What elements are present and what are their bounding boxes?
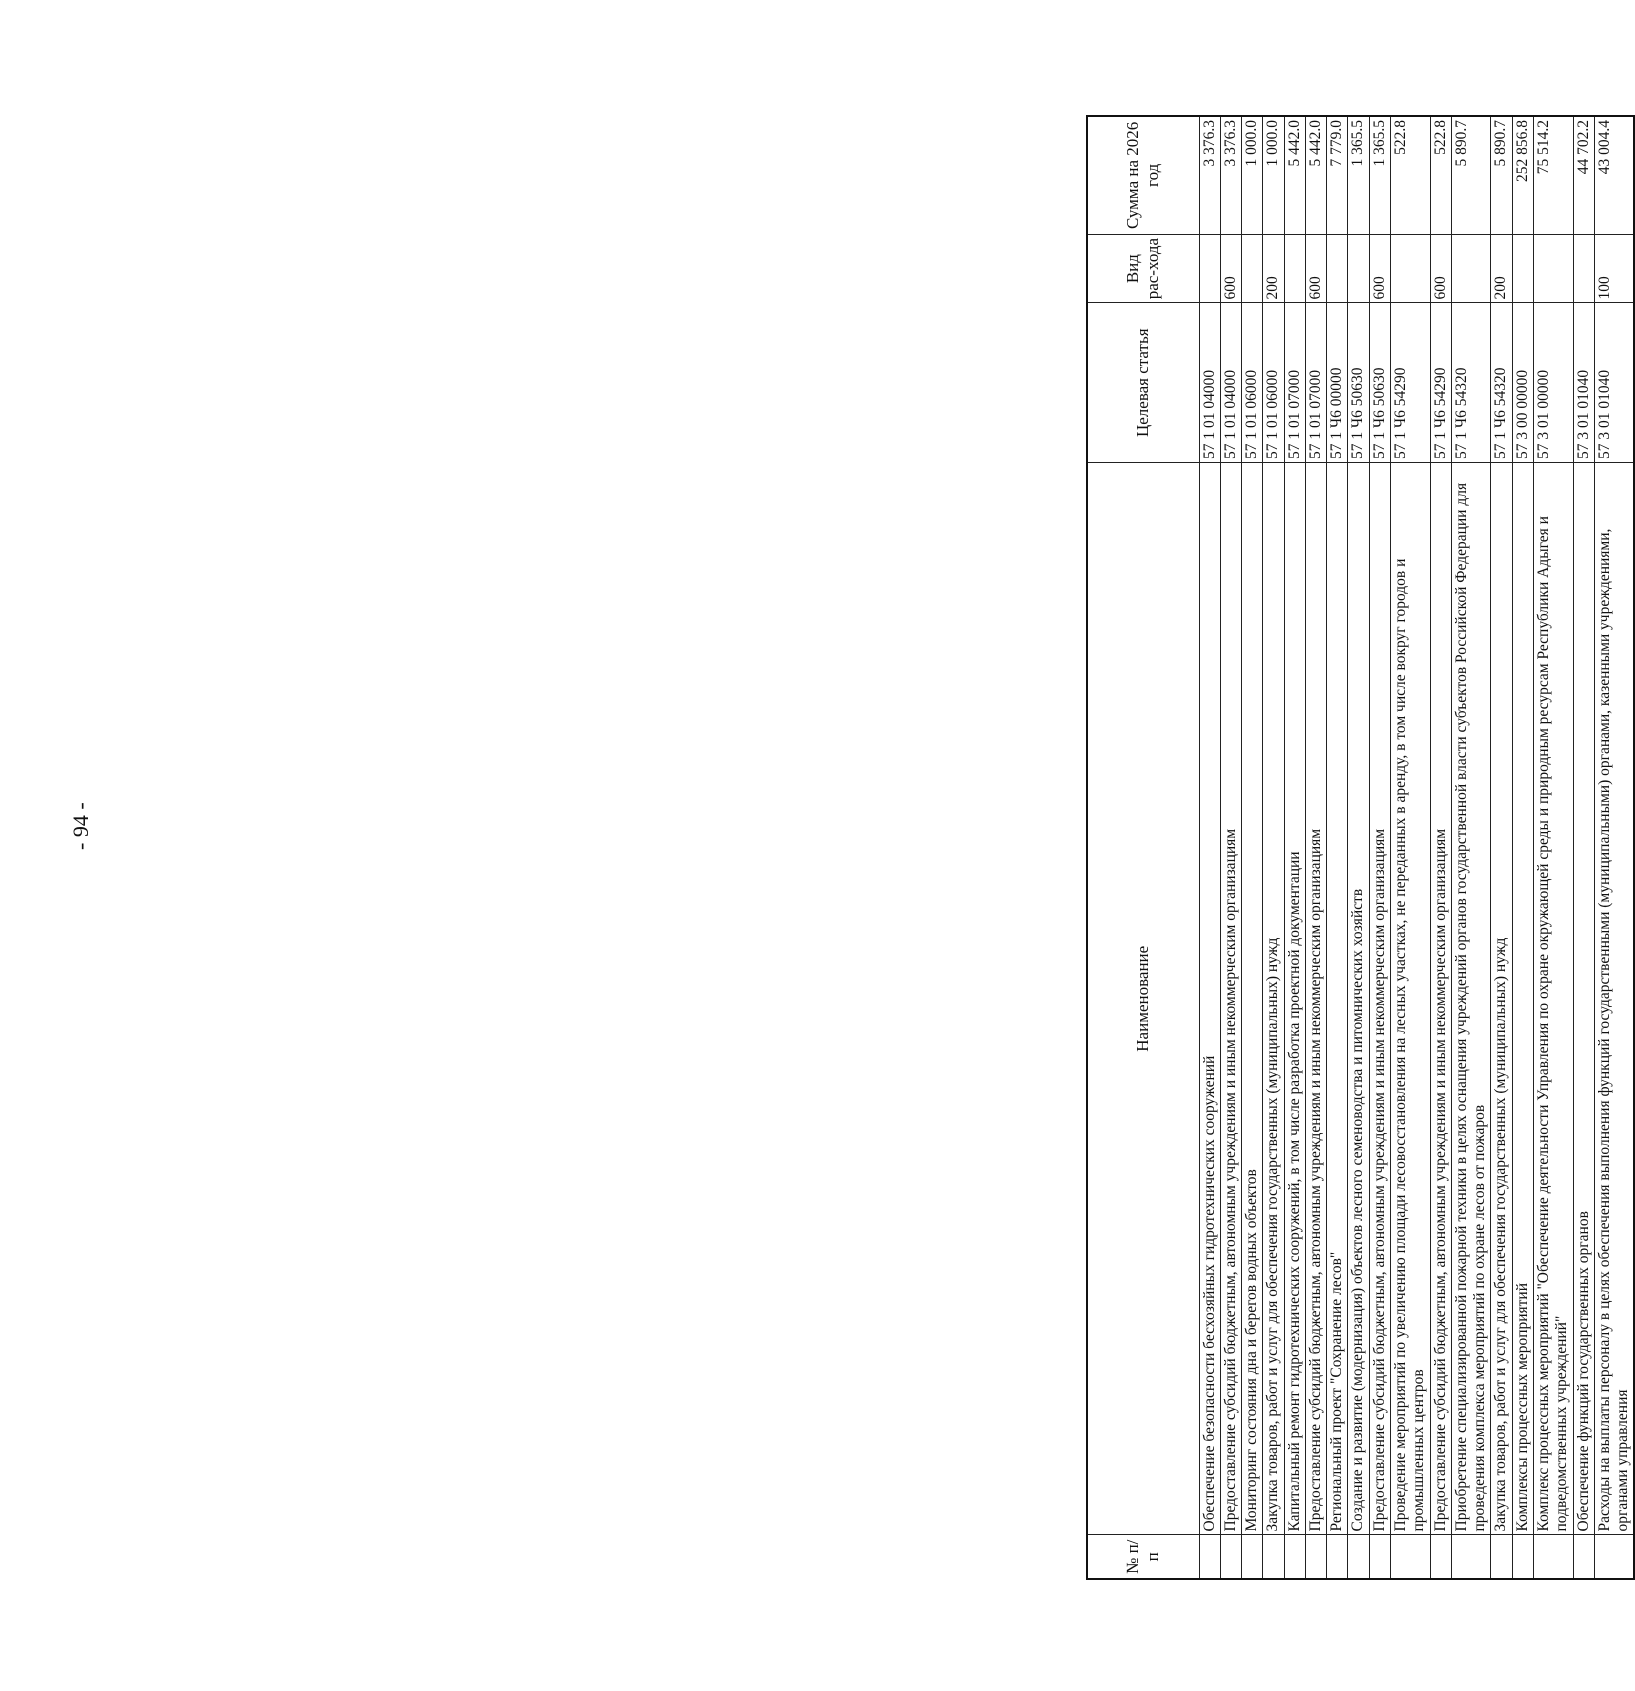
table-row <box>1594 116 1634 1579</box>
cell-name: Предоставление субсидий бюджетным, автономным учреждениям и иным некоммерческим организациям <box>1305 463 1326 1536</box>
table-row <box>1534 116 1574 1579</box>
cell-name: Капитальный ремонт гидротехнических сооружений, в том числе разработка проектной документации <box>1284 463 1305 1536</box>
cell-num <box>1220 1535 1241 1579</box>
cell-num <box>1512 1535 1533 1579</box>
cell-type: 600 <box>1369 234 1390 303</box>
cell-num <box>1491 1535 1512 1579</box>
table-row <box>1242 116 1263 1579</box>
cell-type <box>1573 234 1594 303</box>
table-row <box>1348 116 1369 1579</box>
table-row <box>1327 116 1348 1579</box>
table-row <box>1573 116 1594 1579</box>
header-type: Вид рас-хода <box>1087 234 1199 303</box>
cell-type <box>1534 234 1574 303</box>
table-row <box>1491 116 1512 1579</box>
table-row <box>1305 116 1326 1579</box>
cell-code: 57 3 00 00000 <box>1512 303 1533 463</box>
cell-num <box>1327 1535 1348 1579</box>
cell-name: Проведение мероприятий по увеличению площади лесовосстановления на лесных участках, не переданных в аренду, в том числе вокруг городов и промышленных центров <box>1391 463 1431 1536</box>
cell-sum: 5 442.0 <box>1305 116 1326 234</box>
cell-num <box>1284 1535 1305 1579</box>
cell-code: 57 1 Ч6 54320 <box>1491 303 1512 463</box>
table-row <box>1369 116 1390 1579</box>
cell-num <box>1534 1535 1574 1579</box>
cell-sum: 1 365.5 <box>1348 116 1369 234</box>
cell-sum: 43 004.4 <box>1594 116 1634 234</box>
page-number: - 94 - <box>68 802 93 850</box>
cell-num <box>1573 1535 1594 1579</box>
cell-sum: 5 890.7 <box>1451 116 1491 234</box>
table-row <box>1263 116 1284 1579</box>
cell-type <box>1512 234 1533 303</box>
cell-name: Комплексы процессных мероприятий <box>1512 463 1533 1536</box>
cell-name: Обеспечение безопасности бесхозяйных гидротехнических сооружений <box>1199 463 1220 1536</box>
cell-code: 57 1 01 04000 <box>1220 303 1241 463</box>
cell-type <box>1199 234 1220 303</box>
cell-name: Предоставление субсидий бюджетным, автономным учреждениям и иным некоммерческим организациям <box>1220 463 1241 1536</box>
cell-type <box>1327 234 1348 303</box>
table-header <box>1087 116 1199 1579</box>
cell-num <box>1263 1535 1284 1579</box>
cell-sum: 1 365.5 <box>1369 116 1390 234</box>
cell-num <box>1594 1535 1634 1579</box>
cell-name: Предоставление субсидий бюджетным, автономным учреждениям и иным некоммерческим организациям <box>1369 463 1390 1536</box>
cell-type: 200 <box>1491 234 1512 303</box>
cell-sum: 3 376.3 <box>1220 116 1241 234</box>
table-body <box>1199 116 1634 1579</box>
table-row <box>1430 116 1451 1579</box>
cell-sum: 1 000.0 <box>1263 116 1284 234</box>
cell-code: 57 3 01 00000 <box>1534 303 1574 463</box>
cell-code: 57 1 01 04000 <box>1199 303 1220 463</box>
cell-name: Мониторинг состояния дна и берегов водных объектов <box>1242 463 1263 1536</box>
cell-code: 57 1 Ч6 54320 <box>1451 303 1491 463</box>
table-row <box>1284 116 1305 1579</box>
cell-code: 57 3 01 01040 <box>1573 303 1594 463</box>
cell-code: 57 1 Ч6 50630 <box>1369 303 1390 463</box>
cell-num <box>1242 1535 1263 1579</box>
cell-type <box>1284 234 1305 303</box>
cell-sum: 44 702.2 <box>1573 116 1594 234</box>
table-row <box>1199 116 1220 1579</box>
cell-sum: 522.8 <box>1430 116 1451 234</box>
cell-type: 600 <box>1305 234 1326 303</box>
budget-table-container <box>1086 115 1635 1580</box>
table-row <box>1220 116 1241 1579</box>
cell-name: Обеспечение функций государственных органов <box>1573 463 1594 1536</box>
cell-code: 57 1 Ч6 50630 <box>1348 303 1369 463</box>
cell-sum: 252 856.8 <box>1512 116 1533 234</box>
cell-type <box>1451 234 1491 303</box>
table-row <box>1391 116 1431 1579</box>
cell-num <box>1369 1535 1390 1579</box>
cell-num <box>1430 1535 1451 1579</box>
header-sum: Сумма на 2026 год <box>1087 116 1199 234</box>
cell-sum: 3 376.3 <box>1199 116 1220 234</box>
cell-sum: 1 000.0 <box>1242 116 1263 234</box>
table-row <box>1512 116 1533 1579</box>
cell-sum: 522.8 <box>1391 116 1431 234</box>
header-code: Целевая статья <box>1087 303 1199 463</box>
cell-code: 57 1 01 06000 <box>1242 303 1263 463</box>
cell-type <box>1391 234 1431 303</box>
table-row <box>1451 116 1491 1579</box>
cell-name: Закупка товаров, работ и услуг для обеспечения государственных (муниципальных) нужд <box>1263 463 1284 1536</box>
cell-type: 200 <box>1263 234 1284 303</box>
header-num: № п/п <box>1087 1535 1199 1579</box>
cell-code: 57 1 Ч6 00000 <box>1327 303 1348 463</box>
cell-name: Создание и развитие (модернизация) объектов лесного семеноводства и питомнических хозяйств <box>1348 463 1369 1536</box>
cell-num <box>1451 1535 1491 1579</box>
cell-name: Комплекс процессных мероприятий "Обеспечение деятельности Управления по охране окружающей среды и природным ресурсам Республики Адыгея и подведомственных учреждений" <box>1534 463 1574 1536</box>
cell-sum: 5 890.7 <box>1491 116 1512 234</box>
cell-sum: 7 779.0 <box>1327 116 1348 234</box>
cell-type: 600 <box>1220 234 1241 303</box>
cell-name: Расходы на выплаты персоналу в целях обеспечения выполнения функций государственными (муниципальными) органами, казенными учреждениями, органами управления <box>1594 463 1634 1536</box>
cell-code: 57 1 Ч6 54290 <box>1391 303 1431 463</box>
cell-code: 57 1 01 07000 <box>1284 303 1305 463</box>
cell-num <box>1391 1535 1431 1579</box>
cell-type <box>1242 234 1263 303</box>
header-name: Наименование <box>1087 463 1199 1536</box>
cell-code: 57 3 01 01040 <box>1594 303 1634 463</box>
cell-type: 600 <box>1430 234 1451 303</box>
cell-name: Приобретение специализированной пожарной техники в целях оснащения учреждений органов государственной власти субъектов Российской Федерации для проведения комплекса мероприятий по охране лесов от пожаров <box>1451 463 1491 1536</box>
cell-num <box>1348 1535 1369 1579</box>
cell-sum: 5 442.0 <box>1284 116 1305 234</box>
cell-name: Региональный проект "Сохранение лесов" <box>1327 463 1348 1536</box>
budget-table <box>1086 115 1635 1580</box>
cell-num <box>1305 1535 1326 1579</box>
cell-name: Закупка товаров, работ и услуг для обеспечения государственных (муниципальных) нужд <box>1491 463 1512 1536</box>
cell-code: 57 1 Ч6 54290 <box>1430 303 1451 463</box>
cell-code: 57 1 01 07000 <box>1305 303 1326 463</box>
cell-num <box>1199 1535 1220 1579</box>
cell-sum: 75 514.2 <box>1534 116 1574 234</box>
cell-name: Предоставление субсидий бюджетным, автономным учреждениям и иным некоммерческим организациям <box>1430 463 1451 1536</box>
cell-code: 57 1 01 06000 <box>1263 303 1284 463</box>
cell-type: 100 <box>1594 234 1634 303</box>
cell-type <box>1348 234 1369 303</box>
